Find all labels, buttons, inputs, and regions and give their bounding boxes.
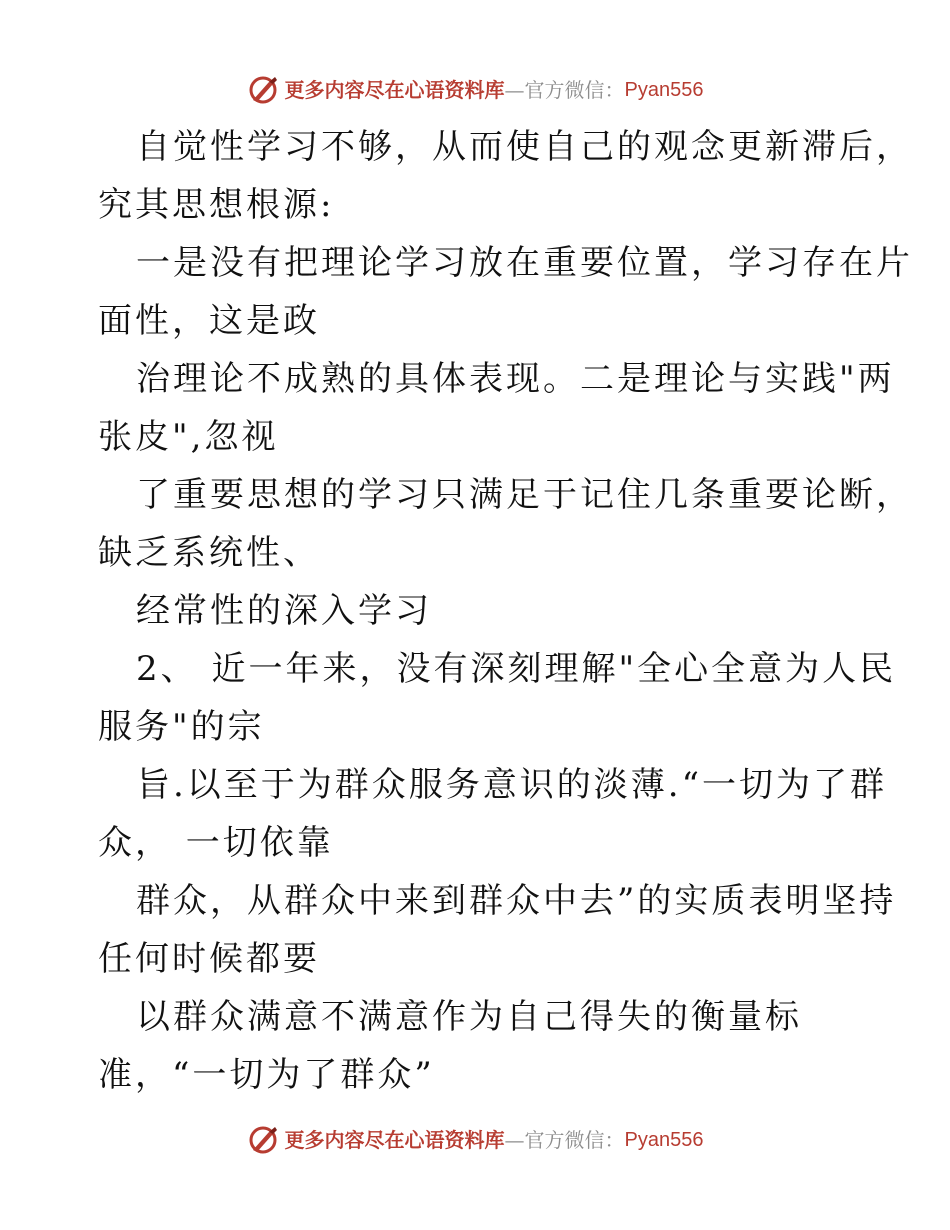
document-body (98, 118, 913, 1104)
banner-official-label: 官方微信： (524, 78, 625, 102)
text-line: 究其思想根源: (98, 185, 335, 225)
text-line: 准，“一切为了群众” (98, 1055, 435, 1095)
text-line: 缺乏系统性、 (98, 533, 320, 573)
text-line: 了重要思想的学习只满足于记住几条重要论断， (136, 475, 913, 515)
banner-text (285, 80, 704, 100)
pen-in-circle-logo-icon (247, 1124, 279, 1156)
banner-text (285, 1130, 704, 1150)
header-banner (0, 70, 950, 110)
banner-site-name: 更多内容尽在心语资料库 (284, 78, 505, 102)
banner-dash: — (504, 1128, 525, 1152)
text-line: 众， 一切依靠 (98, 823, 334, 863)
pen-in-circle-logo-icon (247, 74, 279, 106)
banner-dash: — (504, 78, 525, 102)
text-line: 自觉性学习不够，从而使自己的观念更新滞后， (136, 127, 913, 167)
text-line: 服务"的宗 (98, 707, 265, 747)
text-line: 任何时候都要 (98, 939, 320, 979)
text-line: 以群众满意不满意作为自己得失的衡量标 (136, 997, 802, 1037)
banner-wechat-id: Pyan556 (624, 1129, 704, 1151)
text-line: 群众，从群众中来到群众中去”的实质表明坚持 (136, 881, 897, 921)
text-line: 一是没有把理论学习放在重要位置，学习存在片 (136, 243, 913, 283)
banner-official-label: 官方微信： (524, 1128, 625, 1152)
banner-site-name: 更多内容尽在心语资料库 (284, 1128, 505, 1152)
text-line: 面性，这是政 (98, 301, 320, 341)
text-line: 2、 近一年来，没有深刻理解"全心全意为人民 (136, 649, 897, 689)
footer-banner (0, 1120, 950, 1160)
text-line: 旨.以至于为群众服务意识的淡薄.“一切为了群 (136, 765, 887, 805)
text-line: 经常性的深入学习 (136, 591, 432, 631)
text-line: 治理论不成熟的具体表现。二是理论与实践"两 (136, 359, 895, 399)
banner-wechat-id: Pyan556 (624, 79, 704, 101)
text-line: 张皮",忽视 (98, 417, 279, 457)
